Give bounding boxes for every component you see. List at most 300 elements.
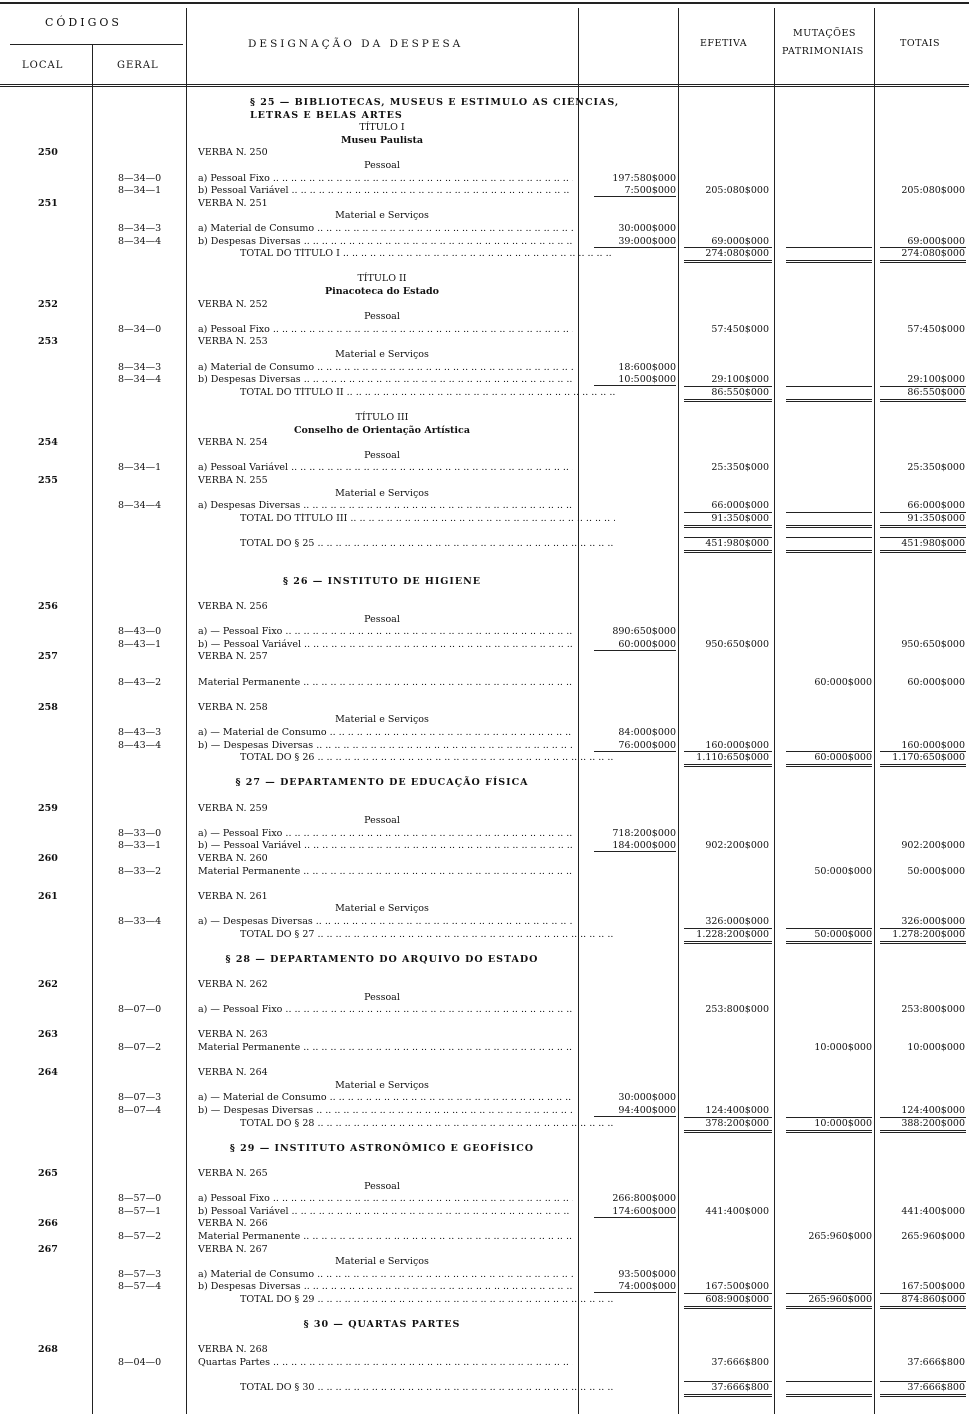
item-description: VERBA N. 261: [198, 890, 268, 902]
subheading: TÍTULO III: [355, 412, 409, 423]
subheading: Material e Serviços: [335, 487, 429, 499]
table-row: [0, 387, 969, 398]
codigo-local: 264: [38, 1067, 58, 1079]
sum-rule: [786, 512, 872, 513]
value-efetiva: 124:400$000: [705, 1105, 769, 1116]
table-row: [0, 916, 969, 927]
table-row: [0, 1332, 969, 1343]
item-description: b) — Pessoal Variável .. ..: [198, 639, 573, 650]
total-label: TOTAL DO § 28 .. ..: [240, 1118, 615, 1129]
codigo-geral: 8—07—0: [118, 1004, 162, 1016]
codigo-geral: 8—57—2: [118, 1231, 162, 1242]
value-totais: 37:666$800: [907, 1357, 965, 1368]
table-row: [0, 954, 969, 965]
table-row: [0, 399, 969, 410]
item-description: Material Permanente .. ..: [198, 1042, 573, 1053]
sum-rule: [684, 537, 772, 538]
value-efetiva: 167:500$000: [705, 1281, 769, 1293]
table-row: [0, 1357, 969, 1368]
item-description: b) — Despesas Diversas .. ..: [198, 1105, 573, 1116]
table-row: [0, 160, 969, 171]
table-row: [0, 374, 969, 385]
codigo-geral: 8—34—4: [118, 235, 162, 247]
value-parcial: 184:000$000: [612, 840, 676, 852]
table-row: [0, 1017, 969, 1028]
header-mutacoes: MUTAÇÕES: [793, 28, 856, 39]
total-label: TOTAL DO § 30 .. ..: [240, 1382, 615, 1393]
header-rule: [0, 84, 969, 87]
value-mutacoes: 265:960$000: [808, 1231, 872, 1242]
item-description: a) Material de Consumo .. ..: [198, 223, 573, 234]
codigo-geral: 8—43—4: [118, 739, 162, 751]
table-row: [0, 336, 969, 347]
value-totais: 451:980$000: [901, 538, 965, 549]
table-row: [0, 941, 969, 952]
table-row: [0, 1294, 969, 1305]
table-row: [0, 223, 969, 234]
item-description: a) Pessoal Fixo .. ..: [198, 173, 573, 184]
table-row: [0, 1092, 969, 1103]
sum-rule: [786, 247, 872, 248]
codigo-geral: 8—43—3: [118, 727, 162, 738]
value-parcial: 94:400$000: [618, 1105, 676, 1116]
value-efetiva: 160:000$000: [705, 739, 769, 751]
codigo-local: 253: [38, 336, 58, 348]
table-row: [0, 349, 969, 360]
sum-rule: [880, 1381, 966, 1382]
table-row: [0, 1168, 969, 1179]
item-description: VERBA N. 256: [198, 601, 268, 612]
subheading: Material e Serviços: [335, 714, 429, 726]
sum-rule: [684, 247, 772, 248]
item-description: VERBA N. 255: [198, 475, 268, 486]
value-efetiva: 86:550$000: [711, 386, 769, 398]
value-totais: 205:080$000: [901, 185, 965, 197]
value-efetiva: 253:800$000: [705, 1004, 769, 1016]
value-parcial: 7:500$000: [624, 185, 676, 197]
table-row: [0, 1055, 969, 1066]
table-row: [0, 261, 969, 272]
table-row: [0, 790, 969, 801]
value-efetiva: 69:000$000: [711, 235, 769, 247]
codigo-geral: 8—33—2: [118, 865, 162, 877]
codigo-geral: 8—57—3: [118, 1268, 162, 1280]
sum-rule: [684, 751, 772, 752]
sum-rule: [880, 751, 966, 752]
value-parcial: 60:000$000: [618, 638, 676, 650]
value-efetiva: 378:200$000: [705, 1117, 769, 1129]
table-row: [0, 1382, 969, 1393]
table-row: [0, 551, 969, 562]
table-row: [0, 777, 969, 788]
table-row: [0, 626, 969, 637]
sum-rule: [880, 537, 966, 538]
value-mutacoes: 10:000$000: [814, 1117, 872, 1129]
item-description: a) — Pessoal Fixo .. ..: [198, 626, 573, 637]
value-efetiva: 902:200$000: [705, 840, 769, 852]
value-totais: 60:000$000: [907, 676, 965, 688]
codigo-geral: 8—04—0: [118, 1357, 162, 1368]
item-description: a) — Material de Consumo .. ..: [198, 727, 573, 738]
value-parcial: 174:600$000: [612, 1205, 676, 1217]
total-label: TOTAL DO § 27 .. ..: [240, 929, 615, 940]
item-description: VERBA N. 251: [198, 197, 268, 209]
item-description: b) Despesas Diversas .. ..: [198, 374, 573, 385]
total-label: TOTAL DO § 29 .. ..: [240, 1294, 615, 1305]
table-row: [0, 475, 969, 486]
value-totais: 326:000$000: [901, 916, 965, 927]
codigo-geral: 8—43—1: [118, 638, 162, 650]
table-row: [0, 651, 969, 662]
codigo-geral: 8—57—0: [118, 1193, 162, 1205]
table-row: [0, 576, 969, 587]
table-row: [0, 173, 969, 184]
table-row: [0, 299, 969, 310]
value-efetiva: 441:400$000: [705, 1205, 769, 1217]
sum-rule: [786, 928, 872, 929]
value-efetiva: 57:450$000: [711, 323, 769, 335]
value-mutacoes: 50:000$000: [814, 865, 872, 877]
item-description: b) Pessoal Variável .. ..: [198, 185, 573, 196]
item-description: VERBA N. 253: [198, 336, 268, 348]
table-row: [0, 1042, 969, 1053]
value-totais: 160:000$000: [901, 739, 965, 751]
section-title: LETRAS E BELAS ARTES: [250, 109, 403, 121]
value-efetiva: 205:080$000: [705, 185, 769, 197]
header-efetiva: EFETIVA: [700, 38, 748, 49]
section-title: § 28 — DEPARTAMENTO DO ARQUIVO DO ESTADO: [225, 953, 539, 965]
table-row: [0, 1143, 969, 1154]
item-description: a) Material de Consumo .. ..: [198, 362, 573, 373]
sum-rule: [880, 1394, 966, 1397]
value-totais: 50:000$000: [907, 865, 965, 877]
sum-rule: [880, 512, 966, 513]
value-totais: 69:000$000: [907, 235, 965, 247]
value-parcial: 18:600$000: [618, 361, 676, 373]
sum-rule: [786, 1293, 872, 1294]
value-parcial: 76:000$000: [618, 739, 676, 751]
item-description: b) — Despesas Diversas .. ..: [198, 740, 573, 751]
table-row: [0, 563, 969, 574]
table-row: [0, 122, 969, 133]
item-description: VERBA N. 263: [198, 1029, 268, 1041]
sum-rule: [786, 537, 872, 538]
section-title: § 25 — BIBLIOTECAS, MUSEUS E ESTÍMULO AS CIÊNCIAS,: [250, 97, 620, 108]
value-efetiva: 37:666$800: [711, 1357, 769, 1368]
value-efetiva: 66:000$000: [711, 500, 769, 512]
item-description: VERBA N. 267: [198, 1243, 268, 1255]
item-description: VERBA N. 268: [198, 1344, 268, 1356]
table-row: [0, 1130, 969, 1141]
sum-rule: [684, 1293, 772, 1294]
table-row: [0, 992, 969, 1003]
item-description: VERBA N. 254: [198, 437, 268, 449]
codigo-local: 259: [38, 802, 58, 814]
subheading: Museu Paulista: [340, 134, 424, 146]
item-description: a) Pessoal Variável .. ..: [198, 462, 573, 473]
value-mutacoes: 50:000$000: [814, 928, 872, 940]
value-efetiva: 29:100$000: [711, 374, 769, 386]
value-totais: 25:350$000: [907, 462, 965, 474]
value-totais: 388:200$000: [901, 1117, 965, 1129]
table-row: [0, 689, 969, 700]
sum-rule: [684, 928, 772, 929]
table-row: [0, 1370, 969, 1381]
subheading: Material e Serviços: [335, 1256, 429, 1268]
table-row: [0, 1319, 969, 1330]
codigo-geral: 8—34—1: [118, 462, 162, 474]
table-row: [0, 903, 969, 914]
value-parcial: 30:000$000: [618, 1092, 676, 1104]
table-row: [0, 740, 969, 751]
codigo-geral: 8—34—0: [118, 172, 162, 184]
header-designacao: DESIGNAÇÃO DA DESPESA: [248, 38, 464, 50]
sum-rule: [684, 386, 772, 387]
sum-rule: [786, 751, 872, 752]
sum-rule: [684, 1394, 772, 1397]
table-row: [0, 450, 969, 461]
codigo-local: 255: [38, 475, 58, 486]
sum-rule: [684, 1117, 772, 1118]
value-efetiva: 1.228:200$000: [696, 928, 769, 940]
subheading: TÍTULO I: [359, 122, 405, 134]
sum-rule: [786, 1381, 872, 1382]
codigo-geral: 8—34—0: [118, 323, 162, 335]
table-row: [0, 853, 969, 864]
value-totais: 902:200$000: [901, 840, 965, 852]
value-totais: 86:550$000: [907, 386, 965, 398]
item-description: a) Material de Consumo .. ..: [198, 1269, 573, 1280]
table-row: [0, 714, 969, 725]
value-totais: 265:960$000: [901, 1231, 965, 1242]
sum-rule: [786, 386, 872, 387]
item-description: Material Permanente .. ..: [198, 1231, 573, 1242]
item-description: VERBA N. 257: [198, 651, 268, 663]
codigo-geral: 8—34—1: [118, 185, 162, 197]
sum-rule: [880, 386, 966, 387]
table-row: [0, 362, 969, 373]
table-row: [0, 639, 969, 650]
codigo-geral: 8—34—4: [118, 374, 162, 386]
sum-rule: [786, 1117, 872, 1118]
value-totais: 1.170:650$000: [892, 752, 965, 764]
section-title: § 30 — QUARTAS PARTES: [303, 1319, 461, 1331]
subheading: Material e Serviços: [335, 349, 429, 360]
table-row: [0, 815, 969, 826]
value-totais: 274:080$000: [901, 248, 965, 260]
item-description: b) Despesas Diversas .. ..: [198, 1281, 573, 1292]
value-totais: 124:400$000: [901, 1105, 965, 1116]
codigo-local: 261: [38, 890, 58, 902]
table-row: [0, 1067, 969, 1078]
table-row: [0, 311, 969, 322]
value-totais: 57:450$000: [907, 323, 965, 335]
item-description: VERBA N. 265: [198, 1168, 268, 1179]
item-description: VERBA N. 252: [198, 298, 268, 310]
sum-rule: [880, 1117, 966, 1118]
section-title: § 27 — DEPARTAMENTO DE EDUCAÇÃO FÍSICA: [235, 777, 529, 789]
value-parcial: 890:650$000: [612, 626, 676, 638]
value-efetiva: 608:900$000: [705, 1294, 769, 1305]
codigo-local: 258: [38, 701, 58, 713]
subheading: TÍTULO II: [357, 273, 407, 285]
value-totais: 253:800$000: [901, 1004, 965, 1016]
item-description: a) — Despesas Diversas .. ..: [198, 916, 573, 927]
table-row: [0, 1344, 969, 1355]
value-efetiva: 91:350$000: [711, 512, 769, 524]
table-row: [0, 878, 969, 889]
subheading: Pessoal: [364, 1180, 400, 1192]
value-parcial: 74:000$000: [618, 1281, 676, 1293]
table-row: [0, 588, 969, 599]
table-row: [0, 840, 969, 851]
table-row: [0, 1193, 969, 1204]
total-label: TOTAL DO § 26 .. ..: [240, 752, 615, 763]
sum-rule: [880, 1293, 966, 1294]
header-patrimoniais: PATRIMONIAIS: [782, 46, 864, 57]
table-row: [0, 1105, 969, 1116]
codigo-local: 265: [38, 1168, 58, 1179]
table-row: [0, 1307, 969, 1318]
total-label: TOTAL DO TÍTULO III .. ..: [240, 513, 615, 524]
table-row: [0, 1029, 969, 1040]
table-row: [0, 97, 969, 108]
table-row: [0, 1118, 969, 1129]
value-efetiva: 326:000$000: [705, 916, 769, 927]
table-row: [0, 765, 969, 776]
subheading: Material e Serviços: [335, 1079, 429, 1091]
section-title: § 29 — INSTITUTO ASTRONÔMICO E GEOFÍSICO: [229, 1142, 535, 1154]
table-row: [0, 1269, 969, 1280]
value-mutacoes: 60:000$000: [814, 752, 872, 764]
value-parcial: 197:580$000: [612, 172, 676, 184]
item-description: VERBA N. 262: [198, 979, 268, 990]
codigo-geral: 8—33—0: [118, 827, 162, 839]
codigo-geral: 8—07—3: [118, 1092, 162, 1104]
table-row: [0, 1206, 969, 1217]
table-row: [0, 1080, 969, 1091]
table-row: [0, 286, 969, 297]
value-mutacoes: 265:960$000: [808, 1294, 872, 1305]
value-parcial: 39:000$000: [618, 235, 676, 247]
codigo-geral: 8—33—1: [118, 840, 162, 852]
item-description: a) — Pessoal Fixo .. ..: [198, 1004, 573, 1015]
value-mutacoes: 60:000$000: [814, 676, 872, 688]
codigo-local: 262: [38, 979, 58, 990]
table-row: [0, 979, 969, 990]
table-row: [0, 702, 969, 713]
section-title: § 26 — INSTITUTO DE HIGIENE: [282, 575, 482, 587]
value-mutacoes: 10:000$000: [814, 1042, 872, 1053]
table-row: [0, 110, 969, 121]
sum-rule: [880, 928, 966, 929]
item-description: VERBA N. 258: [198, 701, 268, 713]
item-description: Material Permanente .. ..: [198, 866, 573, 877]
table-row: [0, 1244, 969, 1255]
value-totais: 91:350$000: [907, 512, 965, 524]
value-totais: 10:000$000: [907, 1042, 965, 1053]
value-totais: 874:860$000: [901, 1294, 965, 1305]
table-row: [0, 614, 969, 625]
table-row: [0, 664, 969, 675]
table-row: [0, 210, 969, 221]
value-totais: 29:100$000: [907, 374, 965, 386]
item-description: VERBA N. 259: [198, 802, 268, 814]
item-description: a) — Material de Consumo .. ..: [198, 1092, 573, 1103]
table-row: [0, 185, 969, 196]
table-row: [0, 488, 969, 499]
codigo-geral: 8—57—4: [118, 1281, 162, 1293]
codigo-geral: 8—57—1: [118, 1205, 162, 1217]
codigo-geral: 8—34—3: [118, 361, 162, 373]
codigo-geral: 8—33—4: [118, 916, 162, 927]
table-row: [0, 135, 969, 146]
item-description: VERBA N. 264: [198, 1067, 268, 1079]
subheading: Pessoal: [364, 160, 400, 171]
table-row: [0, 236, 969, 247]
subheading: Material e Serviços: [335, 903, 429, 915]
value-totais: 950:650$000: [901, 638, 965, 650]
sum-rule: [684, 512, 772, 513]
item-description: a) Pessoal Fixo .. ..: [198, 324, 573, 335]
value-totais: 1.278:200$000: [892, 928, 965, 940]
item-description: VERBA N. 266: [198, 1218, 268, 1230]
sum-rule: [880, 247, 966, 248]
table-row: [0, 147, 969, 158]
value-efetiva: 37:666$800: [711, 1382, 769, 1394]
table-row: [0, 412, 969, 423]
table-row: [0, 198, 969, 209]
table-row: [0, 538, 969, 549]
total-label: TOTAL DO TÍTULO II .. ..: [240, 387, 615, 398]
sum-rule: [684, 1381, 772, 1382]
item-description: b) Despesas Diversas .. ..: [198, 236, 573, 247]
item-description: a) Pessoal Fixo .. ..: [198, 1193, 573, 1204]
codigo-local: 254: [38, 437, 58, 449]
item-description: a) Despesas Diversas .. ..: [198, 500, 573, 511]
table-row: [0, 1155, 969, 1166]
codigo-geral: 8—34—4: [118, 500, 162, 512]
subheading: Pessoal: [364, 449, 400, 461]
value-efetiva: 950:650$000: [705, 638, 769, 650]
table-row: [0, 1218, 969, 1229]
item-description: a) — Pessoal Fixo .. ..: [198, 828, 573, 839]
item-description: Material Permanente .. ..: [198, 677, 573, 688]
codigo-local: 260: [38, 853, 58, 864]
total-label: TOTAL DO TÍTULO I .. ..: [240, 248, 615, 259]
codigo-geral: 8—43—0: [118, 626, 162, 638]
table-row: [0, 1256, 969, 1267]
codigo-geral: 8—07—4: [118, 1105, 162, 1116]
subheading: Conselho de Orientação Artística: [294, 424, 470, 436]
codigo-local: 268: [38, 1344, 58, 1356]
subheading: Pessoal: [364, 815, 400, 827]
value-efetiva: 274:080$000: [705, 248, 769, 260]
table-row: [0, 828, 969, 839]
subheading: Pessoal: [364, 613, 400, 625]
table-row: [0, 601, 969, 612]
subheading: Pessoal: [364, 991, 400, 1003]
codigo-geral: 8—07—2: [118, 1042, 162, 1053]
table-row: [0, 752, 969, 763]
codigo-local: 252: [38, 298, 58, 310]
value-parcial: 266:800$000: [612, 1193, 676, 1205]
value-totais: 66:000$000: [907, 500, 965, 512]
codigo-local: 251: [38, 197, 58, 209]
value-efetiva: 25:350$000: [711, 462, 769, 474]
item-description: b) — Pessoal Variável .. ..: [198, 840, 573, 851]
item-description: VERBA N. 260: [198, 853, 268, 864]
